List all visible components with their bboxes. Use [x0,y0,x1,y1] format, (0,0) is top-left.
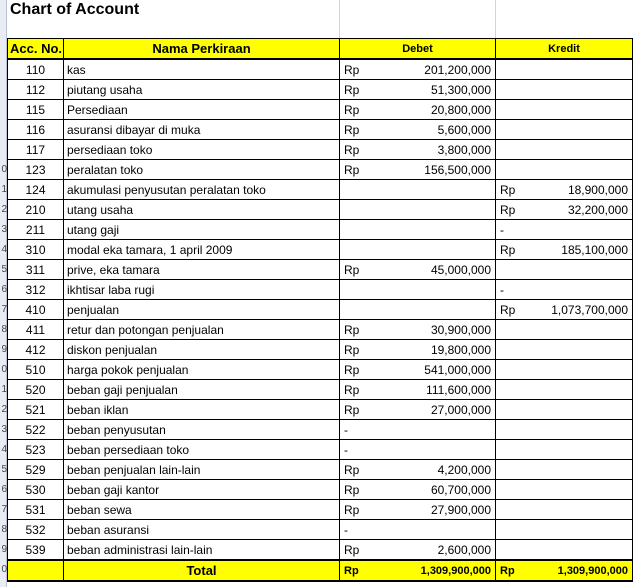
kredit-amount-cell[interactable] [532,80,633,100]
sheet-title: Chart of Account [10,1,140,18]
kredit-header[interactable]: Kredit [496,39,633,60]
table-row [8,220,633,240]
row-number[interactable]: 2 [1,404,7,415]
total-kredit-currency[interactable]: Rp [496,560,532,581]
nama-perkiraan-header[interactable]: Nama Perkiraan [64,39,340,60]
acc-no-cell[interactable]: 116 [8,120,64,140]
debet-amount-cell[interactable]: 5,600,000 [376,120,496,140]
debet-amount-cell[interactable]: 4,200,000 [376,460,496,480]
kredit-currency-cell[interactable] [496,480,532,500]
kredit-currency-cell[interactable]: Rp [496,180,532,200]
kredit-amount-cell[interactable] [532,500,633,520]
debet-currency-cell[interactable] [340,280,376,300]
table-row [8,180,633,200]
table-row [8,240,633,260]
kredit-amount-cell[interactable] [532,160,633,180]
kredit-currency-cell[interactable] [496,320,532,340]
debet-currency-cell[interactable]: Rp [340,120,376,140]
row-number[interactable]: 8 [1,524,7,535]
table-row [8,160,633,180]
debet-amount-cell[interactable]: 30,900,000 [376,320,496,340]
kredit-amount-cell[interactable] [532,540,633,561]
account-name-cell[interactable]: beban iklan [64,400,340,420]
account-name-cell[interactable]: harga pokok penjualan [64,360,340,380]
row-number[interactable]: 2 [1,204,7,215]
table-row [8,300,633,320]
debet-amount-cell[interactable]: 60,700,000 [376,480,496,500]
kredit-amount-cell[interactable] [532,220,633,240]
kredit-currency-cell[interactable]: Rp [496,240,532,260]
debet-currency-cell[interactable]: - [340,420,376,440]
debet-currency-cell[interactable] [340,300,376,320]
debet-currency-cell[interactable]: Rp [340,460,376,480]
kredit-currency-cell[interactable] [496,360,532,380]
row-number[interactable]: 3 [1,224,7,235]
row-number[interactable]: 0 [1,564,7,575]
debet-currency-cell[interactable]: Rp [340,340,376,360]
kredit-currency-cell[interactable]: Rp [496,200,532,220]
acc-no-cell[interactable]: 211 [8,220,64,240]
debet-amount-cell[interactable]: 3,800,000 [376,140,496,160]
debet-currency-cell[interactable]: Rp [340,380,376,400]
debet-currency-cell[interactable] [340,220,376,240]
row-number[interactable]: 4 [1,444,7,455]
account-name-cell[interactable]: persediaan toko [64,140,340,160]
debet-amount-cell[interactable]: 541,000,000 [376,360,496,380]
debet-amount-cell[interactable]: 27,000,000 [376,400,496,420]
table-row [8,340,633,360]
account-name-cell[interactable]: beban sewa [64,500,340,520]
kredit-amount-cell[interactable] [532,440,633,460]
debet-amount-cell[interactable]: 45,000,000 [376,260,496,280]
debet-amount-cell[interactable]: 111,600,000 [376,380,496,400]
row-number[interactable]: 7 [1,504,7,515]
kredit-currency-cell[interactable] [496,340,532,360]
debet-amount-cell[interactable]: 27,900,000 [376,500,496,520]
kredit-currency-cell[interactable]: - [496,220,532,240]
kredit-currency-cell[interactable] [496,520,532,540]
header-row [8,39,633,60]
debet-amount-cell[interactable]: 156,500,000 [376,160,496,180]
debet-currency-cell[interactable]: - [340,440,376,460]
account-name-cell[interactable]: piutang usaha [64,80,340,100]
kredit-currency-cell[interactable] [496,460,532,480]
debet-currency-cell[interactable] [340,200,376,220]
kredit-amount-cell[interactable] [532,400,633,420]
row-number[interactable]: 5 [1,464,7,475]
total-blank-cell[interactable] [8,560,64,581]
table-row [8,280,633,300]
debet-amount-cell[interactable] [376,180,496,200]
debet-amount-cell[interactable] [376,440,496,460]
row-number[interactable]: 9 [1,544,7,555]
debet-amount-cell[interactable]: 20,800,000 [376,100,496,120]
grid-line [339,0,340,38]
account-rows [8,59,633,560]
table-row [8,320,633,340]
acc-no-cell[interactable]: 412 [8,340,64,360]
account-name-cell[interactable]: akumulasi penyusutan peralatan toko [64,180,340,200]
debet-currency-cell[interactable]: Rp [340,160,376,180]
table-row [8,59,633,80]
debet-currency-cell[interactable]: Rp [340,80,376,100]
acc-no-cell[interactable]: 311 [8,260,64,280]
table-row [8,100,633,120]
debet-header[interactable]: Debet [340,39,496,60]
kredit-amount-cell[interactable] [532,480,633,500]
acc-no-cell[interactable]: 410 [8,300,64,320]
table-row [8,80,633,100]
account-name-cell[interactable]: beban penyusutan [64,420,340,440]
acc-no-header[interactable]: Acc. No. [8,39,64,60]
kredit-amount-cell[interactable]: 1,073,700,000 [532,300,633,320]
debet-amount-cell[interactable] [376,420,496,440]
account-name-cell[interactable]: kas [64,59,340,80]
acc-no-cell[interactable]: 117 [8,140,64,160]
chart-of-account-table [7,38,633,582]
kredit-currency-cell[interactable] [496,440,532,460]
kredit-currency-cell[interactable]: - [496,280,532,300]
account-name-cell[interactable]: asuransi dibayar di muka [64,120,340,140]
debet-amount-cell[interactable] [376,220,496,240]
row-header-strip [0,0,7,587]
debet-amount-cell[interactable] [376,300,496,320]
debet-currency-cell[interactable]: Rp [340,360,376,380]
total-row [8,560,633,581]
account-name-cell[interactable]: beban asuransi [64,520,340,540]
kredit-amount-cell[interactable]: 32,200,000 [532,200,633,220]
acc-no-cell[interactable]: 210 [8,200,64,220]
kredit-currency-cell[interactable] [496,400,532,420]
kredit-amount-cell[interactable] [532,280,633,300]
kredit-currency-cell[interactable] [496,540,532,561]
row-number[interactable]: 6 [1,284,7,295]
account-name-cell[interactable]: utang usaha [64,200,340,220]
acc-no-cell[interactable]: 520 [8,380,64,400]
total-kredit[interactable]: 1,309,900,000 [532,560,633,581]
kredit-amount-cell[interactable] [532,260,633,280]
row-number[interactable]: 0 [1,164,7,175]
row-number[interactable]: 5 [1,264,7,275]
row-number[interactable]: 8 [1,324,7,335]
kredit-currency-cell[interactable] [496,59,532,80]
kredit-currency-cell[interactable] [496,120,532,140]
debet-currency-cell[interactable]: Rp [340,320,376,340]
kredit-currency-cell[interactable] [496,140,532,160]
kredit-currency-cell[interactable]: Rp [496,300,532,320]
debet-currency-cell[interactable] [340,240,376,260]
acc-no-cell[interactable]: 310 [8,240,64,260]
acc-no-cell[interactable]: 530 [8,480,64,500]
kredit-amount-cell[interactable] [532,59,633,80]
kredit-amount-cell[interactable] [532,380,633,400]
acc-no-cell[interactable]: 112 [8,80,64,100]
table-row [8,140,633,160]
total-debet-currency[interactable]: Rp [340,560,376,581]
kredit-amount-cell[interactable] [532,120,633,140]
debet-amount-cell[interactable] [376,520,496,540]
row-number[interactable]: 4 [1,244,7,255]
table-row [8,200,633,220]
account-name-cell[interactable]: Persediaan [64,100,340,120]
account-name-cell[interactable]: penjualan [64,300,340,320]
account-name-cell[interactable]: beban penjualan lain-lain [64,460,340,480]
row-number[interactable]: 1 [1,384,7,395]
debet-currency-cell[interactable]: Rp [340,59,376,80]
account-name-cell[interactable]: peralatan toko [64,160,340,180]
acc-no-cell[interactable]: 411 [8,320,64,340]
row-number[interactable]: 9 [1,344,7,355]
debet-currency-cell[interactable]: - [340,520,376,540]
kredit-currency-cell[interactable] [496,260,532,280]
table-row [8,120,633,140]
account-name-cell[interactable]: beban gaji kantor [64,480,340,500]
kredit-amount-cell[interactable] [532,320,633,340]
acc-no-cell[interactable]: 115 [8,100,64,120]
acc-no-cell[interactable]: 521 [8,400,64,420]
row-number[interactable]: 6 [1,484,7,495]
debet-currency-cell[interactable]: Rp [340,480,376,500]
acc-no-cell[interactable]: 529 [8,460,64,480]
acc-no-cell[interactable]: 124 [8,180,64,200]
kredit-amount-cell[interactable]: 185,100,000 [532,240,633,260]
debet-amount-cell[interactable]: 51,300,000 [376,80,496,100]
debet-currency-cell[interactable]: Rp [340,540,376,561]
acc-no-cell[interactable]: 539 [8,540,64,561]
kredit-amount-cell[interactable] [532,360,633,380]
total-debet[interactable]: 1,309,900,000 [376,560,496,581]
row-number[interactable]: 7 [1,304,7,315]
account-name-cell[interactable]: utang gaji [64,220,340,240]
kredit-amount-cell[interactable] [532,100,633,120]
table-row [8,360,633,380]
table-row [8,420,633,440]
row-number[interactable]: 0 [1,364,7,375]
table-row [8,540,633,561]
debet-currency-cell[interactable] [340,180,376,200]
debet-amount-cell[interactable] [376,200,496,220]
table-row [8,480,633,500]
account-name-cell[interactable]: beban persediaan toko [64,440,340,460]
kredit-currency-cell[interactable] [496,420,532,440]
account-name-cell[interactable]: ikhtisar laba rugi [64,280,340,300]
table-row [8,460,633,480]
kredit-currency-cell[interactable] [496,380,532,400]
kredit-amount-cell[interactable] [532,460,633,480]
debet-amount-cell[interactable]: 2,600,000 [376,540,496,561]
acc-no-cell[interactable]: 110 [8,59,64,80]
table-row [8,520,633,540]
acc-no-cell[interactable]: 523 [8,440,64,460]
debet-currency-cell[interactable]: Rp [340,500,376,520]
account-name-cell[interactable]: retur dan potongan penjualan [64,320,340,340]
kredit-currency-cell[interactable] [496,500,532,520]
kredit-amount-cell[interactable] [532,520,633,540]
table-row [8,400,633,420]
debet-currency-cell[interactable]: Rp [340,140,376,160]
kredit-currency-cell[interactable] [496,100,532,120]
table-row [8,260,633,280]
row-number[interactable]: 1 [1,184,7,195]
debet-amount-cell[interactable]: 19,800,000 [376,340,496,360]
account-name-cell[interactable]: modal eka tamara, 1 april 2009 [64,240,340,260]
table-row [8,440,633,460]
acc-no-cell[interactable]: 123 [8,160,64,180]
acc-no-cell[interactable]: 510 [8,360,64,380]
debet-amount-cell[interactable]: 201,200,000 [376,59,496,80]
debet-currency-cell[interactable]: Rp [340,100,376,120]
acc-no-cell[interactable]: 532 [8,520,64,540]
debet-amount-cell[interactable] [376,240,496,260]
account-name-cell[interactable]: diskon penjualan [64,340,340,360]
grid-line [495,0,496,38]
table-row [8,500,633,520]
kredit-currency-cell[interactable] [496,80,532,100]
row-number[interactable]: 3 [1,424,7,435]
debet-currency-cell[interactable]: Rp [340,260,376,280]
total-label[interactable]: Total [64,560,340,581]
kredit-currency-cell[interactable] [496,160,532,180]
table-row [8,380,633,400]
kredit-amount-cell[interactable] [532,140,633,160]
kredit-amount-cell[interactable] [532,420,633,440]
kredit-amount-cell[interactable]: 18,900,000 [532,180,633,200]
account-name-cell[interactable]: prive, eka tamara [64,260,340,280]
account-name-cell[interactable]: beban administrasi lain-lain [64,540,340,561]
kredit-amount-cell[interactable] [532,340,633,360]
acc-no-cell[interactable]: 531 [8,500,64,520]
debet-currency-cell[interactable]: Rp [340,400,376,420]
acc-no-cell[interactable]: 312 [8,280,64,300]
account-name-cell[interactable]: beban gaji penjualan [64,380,340,400]
debet-amount-cell[interactable] [376,280,496,300]
acc-no-cell[interactable]: 522 [8,420,64,440]
